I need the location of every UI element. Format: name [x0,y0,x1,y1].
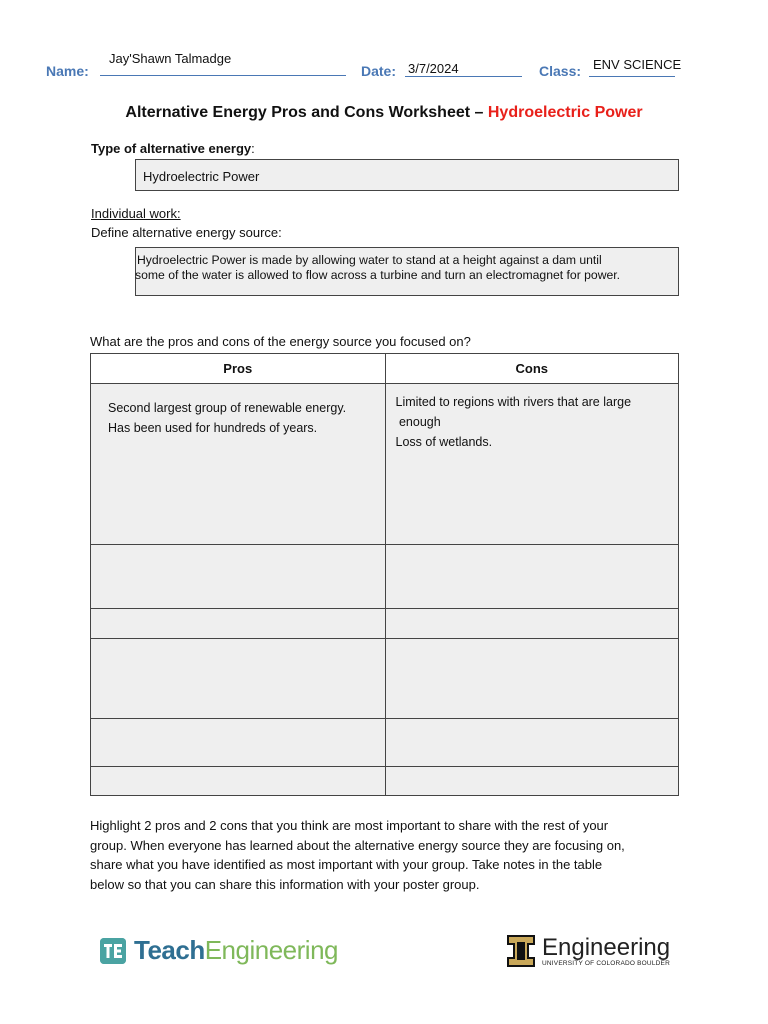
pros-cons-question: What are the pros and cons of the energy source you focused on? [90,334,471,349]
page-title [0,104,768,122]
col-pros-header: Pros [91,354,386,384]
cons-cell-empty[interactable] [385,545,679,609]
date-value[interactable]: 3/7/2024 [408,61,459,76]
col-cons-header: Cons [385,354,679,384]
table-header-row [91,354,679,384]
table-row [91,384,679,545]
individual-prompt: Define alternative energy source: [91,225,282,240]
type-label: Type of alternative energy [91,141,252,156]
table-row [91,767,679,796]
table-row [91,639,679,719]
instructions-line-3: share what you have identified as most important with your group. Take notes in the table [90,857,603,872]
teachengineering-logo [100,935,338,966]
te-logo-text-engineering: Engineering [204,935,338,965]
type-heading [91,141,255,156]
cu-logo-icon [506,934,536,968]
pros-cons-table [90,353,679,796]
cons-line-2: enough [395,415,441,429]
class-value[interactable]: ENV SCIENCE [593,57,682,72]
pros-cell-empty[interactable] [91,545,386,609]
pros-line-2: Has been used for hundreds of years. [108,421,318,435]
pros-cell-empty[interactable] [91,719,386,767]
table-row [91,545,679,609]
definition-line-1: Hydroelectric Power is made by allowing water to stand at a height against a dam until [137,253,602,267]
definition-line-2: some of the water is allowed to flow across a turbine and turn an electromagnet for power. [135,267,621,282]
type-value: Hydroelectric Power [143,169,260,184]
class-label: Class: [539,63,582,79]
pros-cell-empty[interactable] [91,609,386,639]
title-highlight: Hydroelectric Power [487,104,643,121]
cu-subtitle: UNIVERSITY OF COLORADO BOULDER [542,959,670,967]
cu-name: Engineering [542,933,671,961]
cons-cell-empty[interactable] [385,719,679,767]
cons-cell-empty[interactable] [385,609,679,639]
te-logo-icon [100,938,126,964]
date-label: Date: [361,63,397,79]
type-box[interactable] [135,159,679,191]
cons-cell-empty[interactable] [385,639,679,719]
cons-cell[interactable] [385,384,679,545]
definition-text [137,253,620,282]
name-label: Name: [46,63,89,79]
cu-logo-text [542,933,671,967]
pros-cell[interactable] [91,384,386,545]
type-colon: : [251,141,255,156]
instructions-line-4: below so that you can share this information with your poster group. [90,876,480,892]
instructions-line-2: group. When everyone has learned about the alternative energy source they are focusing on, [90,837,625,853]
table-row [91,719,679,767]
pros-cell-empty[interactable] [91,767,386,796]
pros-cell-empty[interactable] [91,639,386,719]
name-underline [100,75,346,76]
te-logo-text-teach: Teach [134,935,205,965]
cons-cell-empty[interactable] [385,767,679,796]
name-value[interactable]: Jay'Shawn Talmadge [109,51,232,66]
individual-heading: Individual work: [91,206,181,221]
cons-line-3: Loss of wetlands. [395,435,493,449]
date-underline [405,76,522,77]
cu-engineering-logo [506,934,670,968]
definition-box[interactable] [135,247,679,296]
instructions-paragraph [90,816,625,894]
class-underline [589,76,675,77]
table-row [91,609,679,639]
title-main: Alternative Energy Pros and Cons Worksheet – [125,104,488,121]
pros-line-1: Second largest group of renewable energy. [108,401,347,415]
cons-line-1: Limited to regions with rivers that are large [395,395,632,409]
instructions-line-1: Highlight 2 pros and 2 cons that you think are most important to share with the rest of your [90,818,609,833]
